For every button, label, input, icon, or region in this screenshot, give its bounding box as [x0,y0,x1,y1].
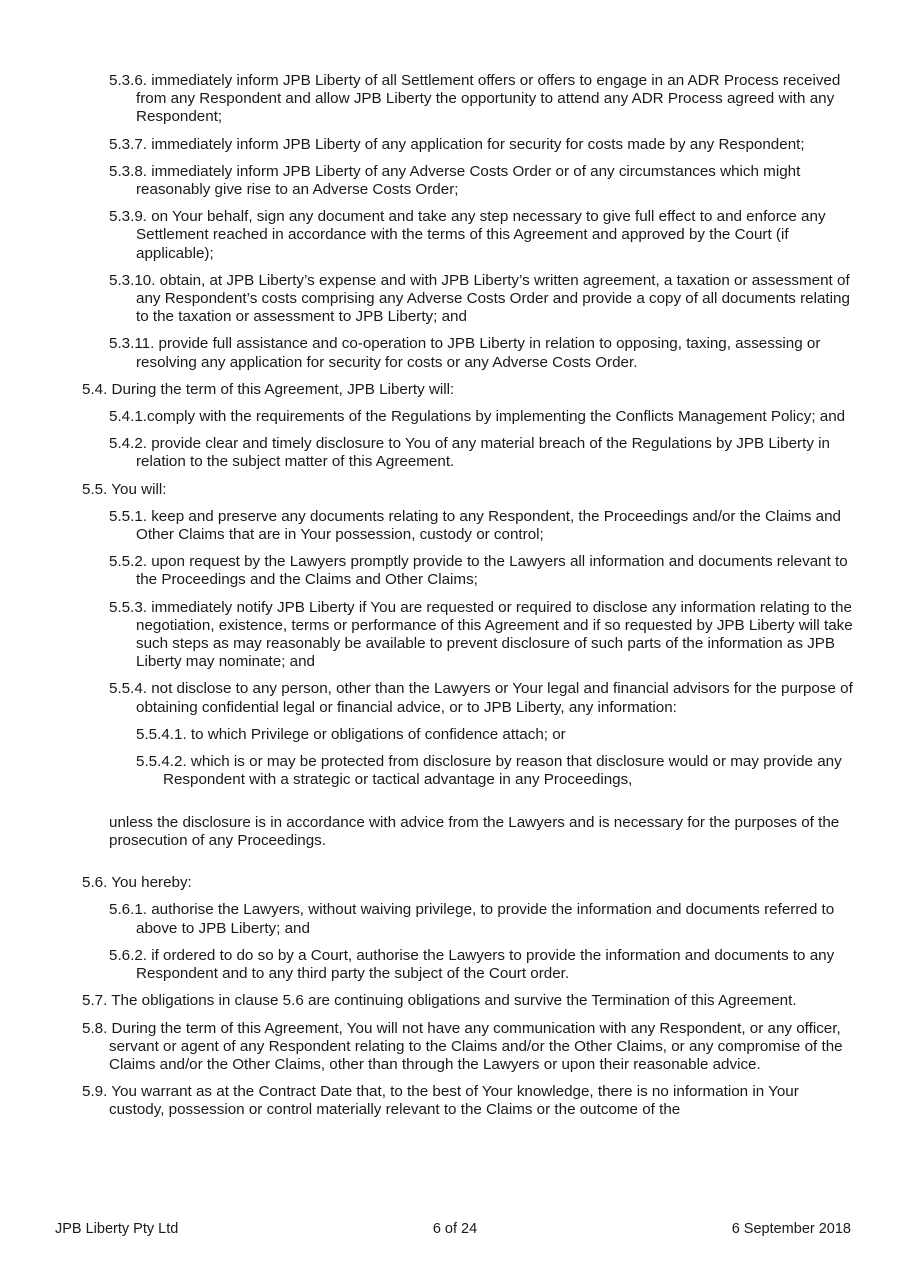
clause-5-4-1: 5.4.1.comply with the requirements of the Regulations by implementing the Conflicts Management Policy; and [109,408,846,426]
clause-5-9: 5.9. You warrant as at the Contract Date that, to the best of Your knowledge, there is no information in Your custody, possession or control materially relevant to the Claims or the outcome of the [82,1083,799,1119]
clause-5-7: 5.7. The obligations in clause 5.6 are continuing obligations and survive the Termination of this Agreement. [82,992,797,1010]
clause-5-6-2: 5.6.2. if ordered to do so by a Court, authorise the Lawyers to provide the information and documents to any Respondent and to any third party the subject of the Court order. [109,946,835,983]
clause-5-3-7: 5.3.7. immediately inform JPB Liberty of any application for security for costs made by any Respondent; [109,135,805,153]
clause-5-5-4-2: 5.5.4.2. which is or may be protected from disclosure by reason that disclosure would or may provide any Respondent with a strategic or tactical advantage in any Proceedings, [136,753,842,789]
clause-5-4-2: 5.4.2. provide clear and timely disclosure to You of any material breach of the Regulations by JPB Liberty in relation to the subject matter of this Agreement. [109,435,830,471]
clause-5-5-3: 5.5.3. immediately notify JPB Liberty if You are requested or required to disclose any information relating to the negotiation, existence, terms or performance of this Agreement and if so requested by JPB Liberty will take such steps as may reasonably be available to prevent disclosure of such parts of the information as JPB Liberty may nominate; and [109,598,853,671]
clause-5-3-6: 5.3.6. immediately inform JPB Liberty of all Settlement offers or offers to engage in an ADR Process received from any Respondent and allow JPB Liberty the opportunity to attend any ADR Process agreed with any Respondent; [109,72,841,126]
document-body [0,72,904,1120]
footer-page-number: 6 of 24 [432,1221,478,1237]
clause-5-8: 5.8. During the term of this Agreement, You will not have any communication with any Respondent, or any officer, servant or agent of any Respondent relating to the Claims and/or the Other Claims, or any compromise of the Claims and/or the Other Claims, other than through the Lawyers or upon their reasonable advice. [82,1019,843,1073]
clause-5-5-4: 5.5.4. not disclose to any person, other than the Lawyers or Your legal and financial advisors for the purpose of obtaining confidential legal or financial advice, or to JPB Liberty, any information: [109,680,853,716]
clause-5-5-4-continuation: unless the disclosure is in accordance with advice from the Lawyers and is necessary for the purposes of the prosecution of any Proceedings. [109,813,840,849]
clause-5-4: 5.4. During the term of this Agreement, JPB Liberty will: [82,380,455,398]
clause-5-5-2: 5.5.2. upon request by the Lawyers promptly provide to the Lawyers all information and documents relevant to the Proceedings and the Claims and Other Claims; [109,553,848,589]
clause-5-5: 5.5. You will: [82,480,167,498]
clause-5-5-4-1: 5.5.4.1. to which Privilege or obligations of confidence attach; or [136,725,566,743]
clause-5-6-1: 5.6.1. authorise the Lawyers, without waiving privilege, to provide the information and documents referred to above to JPB Liberty; and [109,901,835,937]
clause-5-6: 5.6. You hereby: [82,874,192,892]
clause-5-3-8: 5.3.8. immediately inform JPB Liberty of any Adverse Costs Order or of any circumstances which might reasonably give rise to an Adverse Costs Order; [109,162,801,199]
footer-company: JPB Liberty Pty Ltd [55,1221,179,1237]
clause-5-3-9: 5.3.9. on Your behalf, sign any document and take any step necessary to give full effect to and enforce any Settlement reached in accordance with the terms of this Agreement and approved by the Court (if applicable); [109,208,826,262]
clause-5-3-11: 5.3.11. provide full assistance and co-operation to JPB Liberty in relation to opposing, taxing, assessing or resolving any application for security for costs or any Adverse Costs Order. [109,335,821,371]
footer-date: 6 September 2018 [731,1221,851,1237]
clause-5-3-10: 5.3.10. obtain, at JPB Liberty’s expense and with JPB Liberty’s written agreement, a taxation or assessment of any Respondent’s costs comprising any Adverse Costs Order and provide a copy of all documents relating to the taxation or assessment to JPB Liberty; and [109,271,850,326]
clause-5-5-1: 5.5.1. keep and preserve any documents relating to any Respondent, the Proceedings and/or the Claims and Other Claims that are in Your possession, custody or control; [109,507,841,544]
page-footer [55,1220,851,1238]
